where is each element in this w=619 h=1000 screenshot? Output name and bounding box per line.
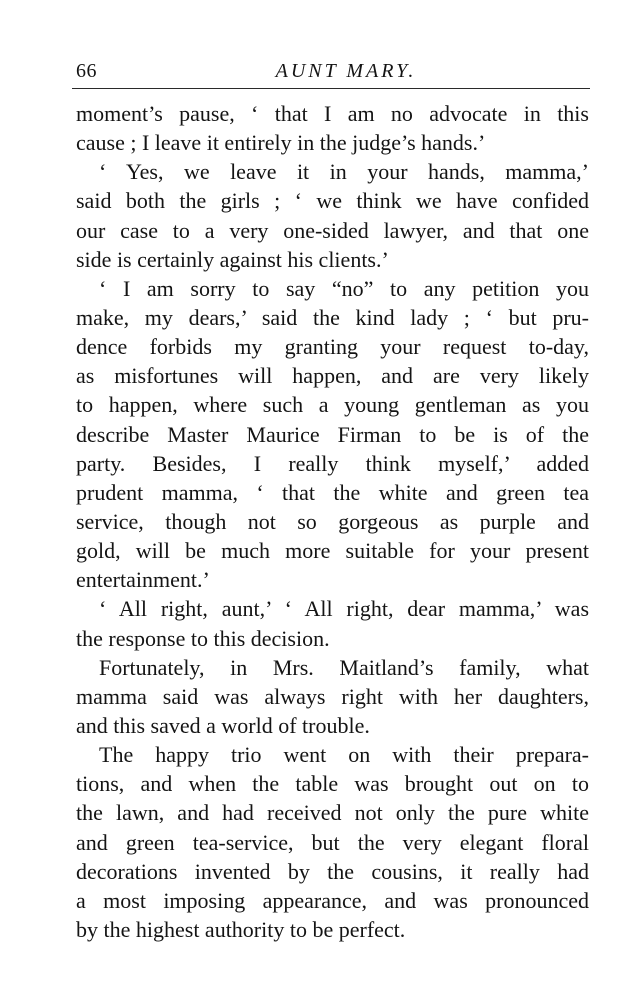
text-line: decorations invented by the cousins, it really had <box>76 858 589 884</box>
text-line: prudent mamma, ‘ that the white and green tea <box>76 479 589 505</box>
page-number: 66 <box>76 60 97 82</box>
text-line: as misfortunes will happen, and are very likely <box>76 363 589 389</box>
text-line: side is certainly against his clients.’ <box>76 246 389 272</box>
text-line: party. Besides, I really think myself,’ added <box>76 450 589 476</box>
text-line: by the highest authority to be perfect. <box>76 916 406 942</box>
text-line: our case to a very one-sided lawyer, and that one <box>76 217 589 243</box>
text-line: and green tea-service, but the very elegant floral <box>76 829 589 855</box>
text-line: ‘ All right, aunt,’ ‘ All right, dear mamma,’ was <box>99 596 589 622</box>
text-line: entertainment.’ <box>76 567 210 593</box>
text-line: and this saved a world of trouble. <box>76 712 370 738</box>
text-line: moment’s pause, ‘ that I am no advocate in this <box>76 101 589 126</box>
text-line: make, my dears,’ said the kind lady ; ‘ but pru- <box>76 304 589 330</box>
text-line: dence forbids my granting your request to-day, <box>76 334 589 360</box>
text-line: the response to this decision. <box>76 625 330 651</box>
header-rule <box>72 88 590 89</box>
text-line: to happen, where such a young gentleman as you <box>76 392 589 418</box>
text-line: cause ; I leave it entirely in the judge’s hands.’ <box>76 130 486 156</box>
text-line: ‘ I am sorry to say “no” to any petition you <box>99 275 589 301</box>
body-text <box>76 99 589 944</box>
text-line: service, though not so gorgeous as purple and <box>76 508 589 534</box>
page-header <box>76 56 589 86</box>
text-line: the lawn, and had received not only the pure white <box>76 800 589 826</box>
text-line: Fortunately, in Mrs. Maitland’s family, what <box>99 654 589 680</box>
text-line: describe Master Maurice Firman to be is of the <box>76 421 589 447</box>
text-line: ‘ Yes, we leave it in your hands, mamma,’ <box>99 159 589 185</box>
text-line: gold, will be much more suitable for your present <box>76 538 589 564</box>
text-line: The happy trio went on with their prepara- <box>99 742 589 768</box>
text-line: a most imposing appearance, and was pronounced <box>76 887 589 913</box>
running-title: AUNT MARY. <box>275 60 417 82</box>
text-line: mamma said was always right with her daughters, <box>76 683 589 709</box>
text-line: said both the girls ; ‘ we think we have confided <box>76 188 589 214</box>
text-line: tions, and when the table was brought out on to <box>76 771 589 797</box>
